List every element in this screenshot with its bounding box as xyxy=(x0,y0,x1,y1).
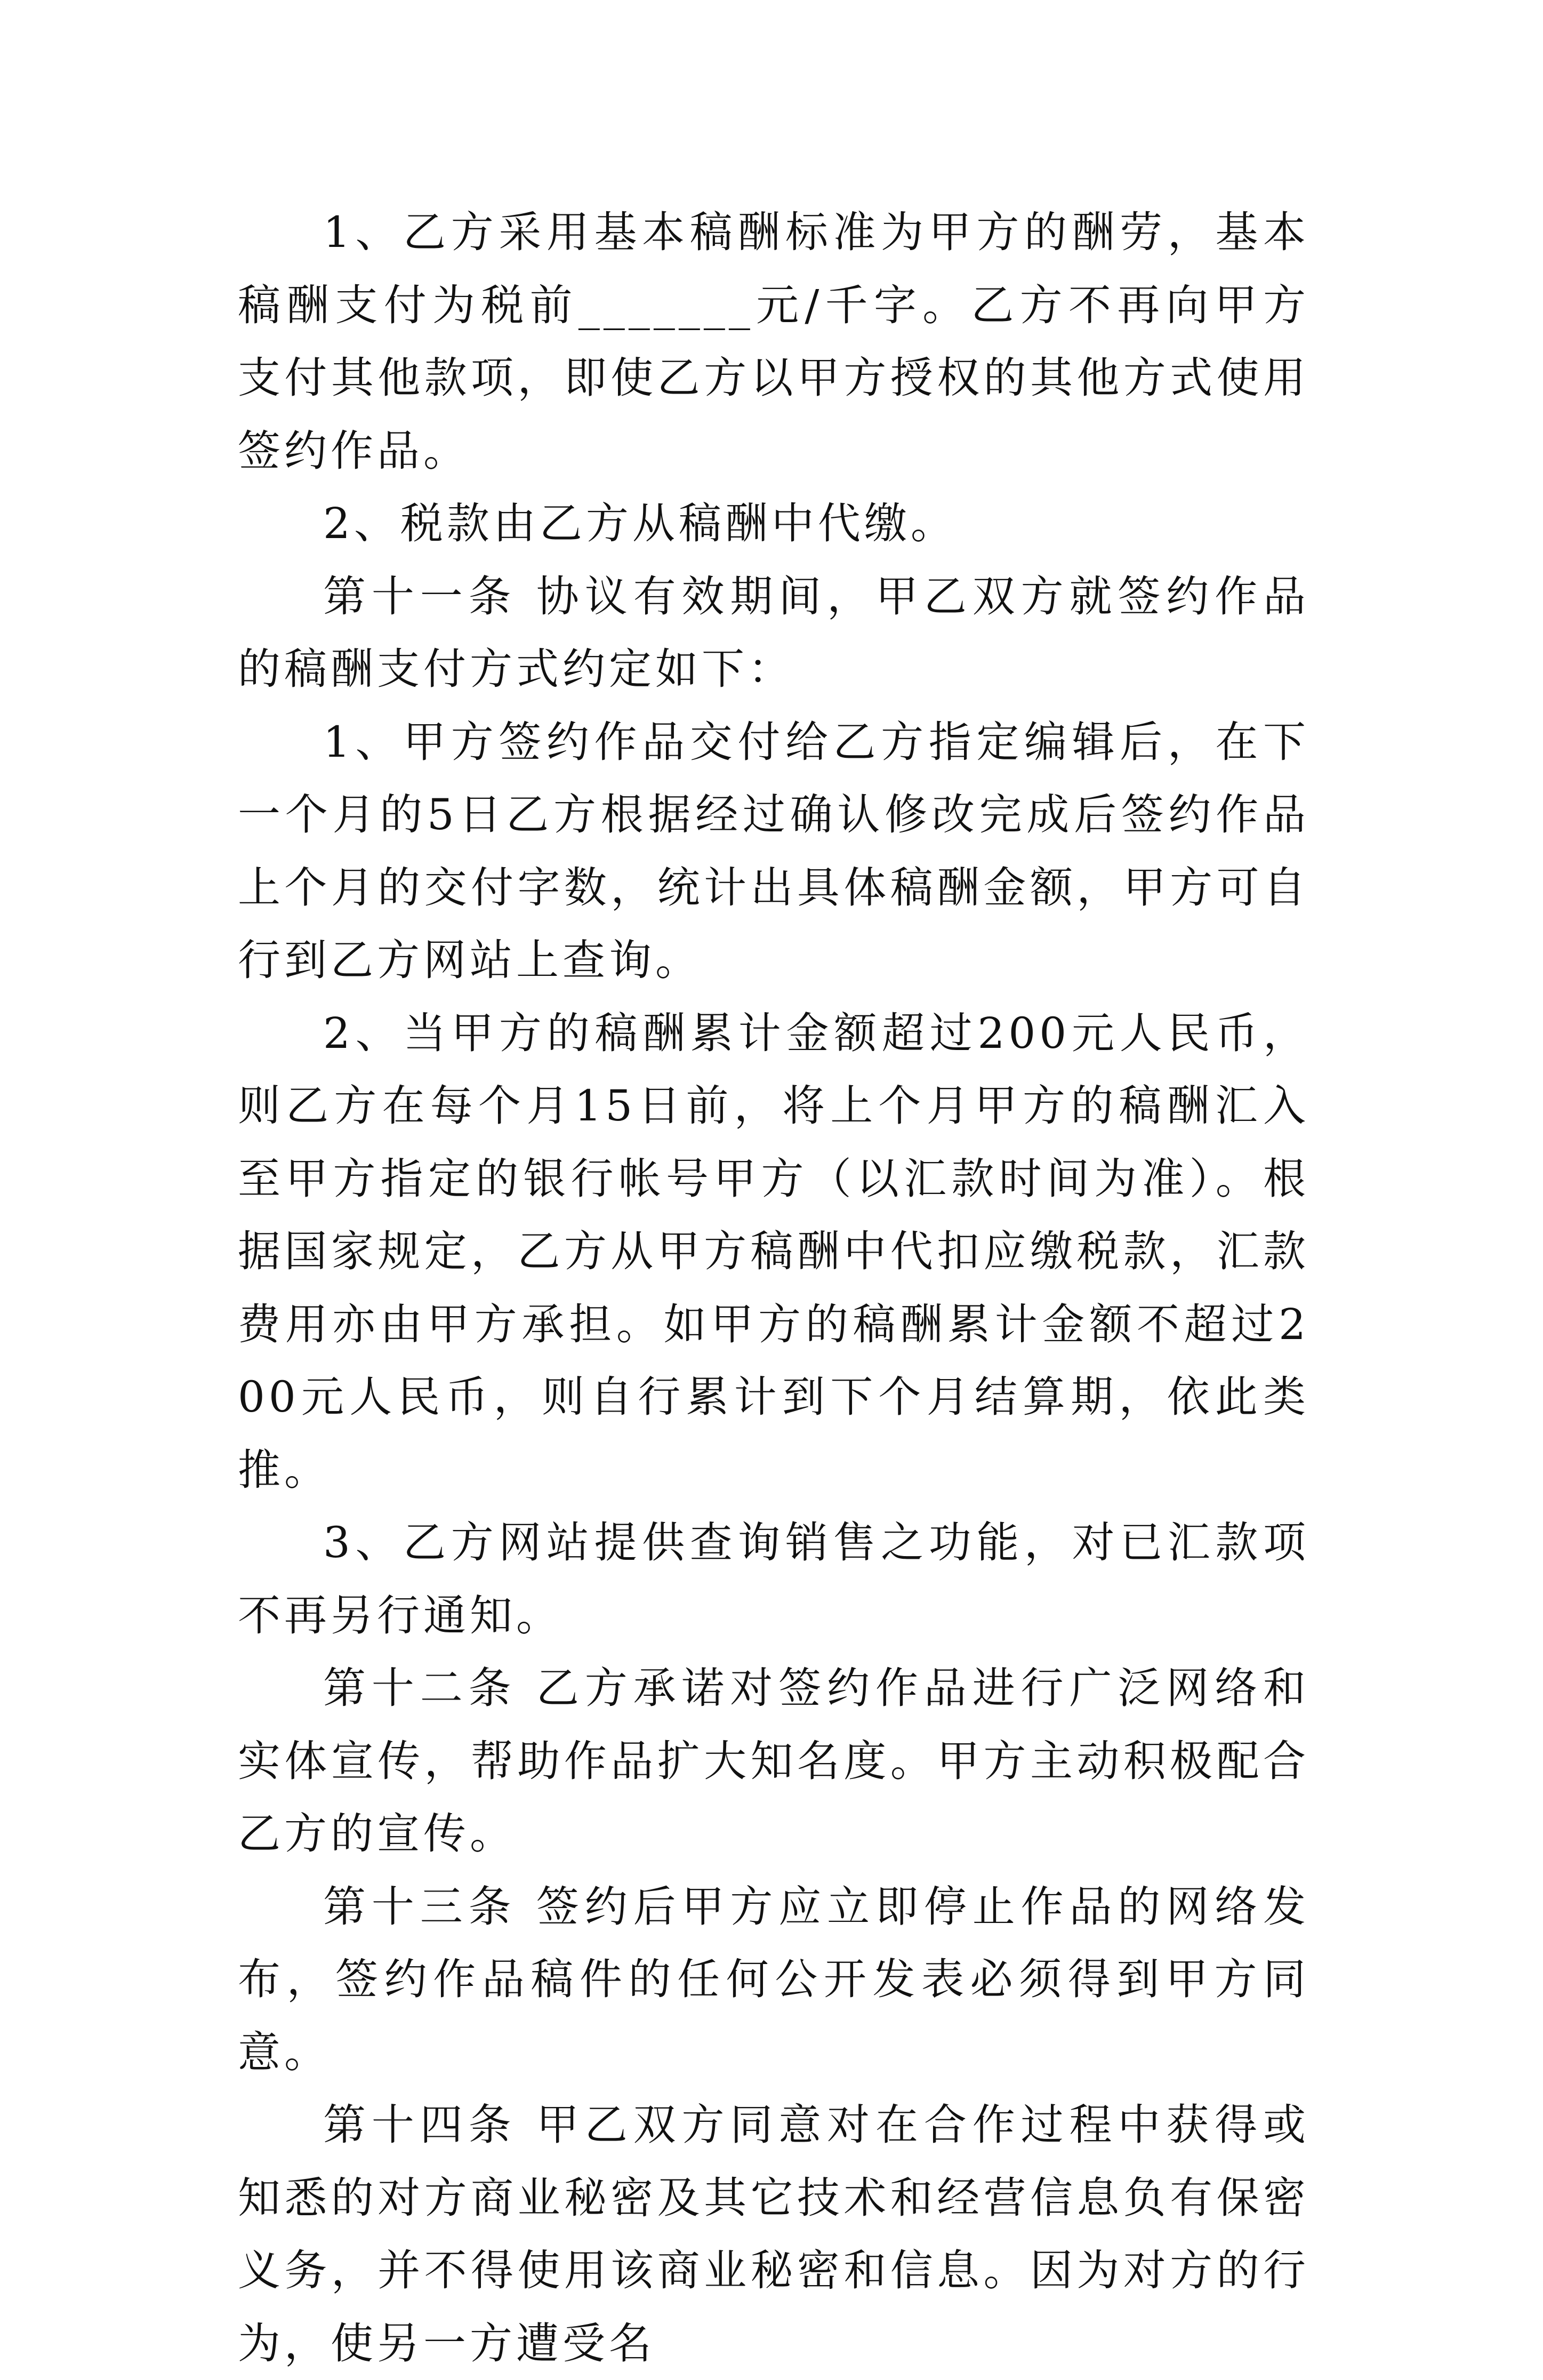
paragraph-article-11: 第十一条 协议有效期间，甲乙双方就签约作品的稿酬支付方式约定如下： xyxy=(238,571,1309,694)
paragraph-delivery-settlement: 1、甲方签约作品交付给乙方指定编辑后，在下一个月的5日乙方根据经过确认修改完成后签约作品上个月的交付字数，统计出具体稿酬金额，甲方可自行到乙方网站上查询。 xyxy=(238,717,1309,985)
paragraph-article-13: 第十三条 签约后甲方应立即停止作品的网络发布，签约作品稿件的任何公开发表必须得到甲方同意。 xyxy=(238,1881,1309,2077)
paragraph-tax-withholding: 2、税款由乙方从稿酬中代缴。 xyxy=(323,499,957,548)
paragraph-remuneration-standard: 1、乙方采用基本稿酬标准为甲方的酬劳，基本稿酬支付为税前_______元/千字。乙方不再向甲方支付其他款项，即使乙方以甲方授权的其他方式使用签约作品。 xyxy=(238,207,1309,476)
paragraph-article-12: 第十二条 乙方承诺对签约作品进行广泛网络和实体宣传，帮助作品扩大知名度。甲方主动积极配合乙方的宣传。 xyxy=(238,1663,1309,1858)
document-body xyxy=(238,196,1309,2380)
paragraph-article-14: 第十四条 甲乙双方同意对在合作过程中获得或知悉的对方商业秘密及其它技术和经营信息负有保密义务，并不得使用该商业秘密和信息。因为对方的行为，使另一方遭受名 xyxy=(238,2100,1309,2368)
paragraph-payment-threshold: 2、当甲方的稿酬累计金额超过200元人民币，则乙方在每个月15日前，将上个月甲方的稿酬汇入至甲方指定的银行帐号甲方（以汇款时间为准）。根据国家规定，乙方从甲方稿酬中代扣应缴税款，汇款费用亦由甲方承担。如甲方的稿酬累计金额不超过200元人民币，则自行累计到下个月结算期，依此类推。 xyxy=(238,1008,1309,1495)
paragraph-sales-query: 3、乙方网站提供查询销售之功能，对已汇款项不再另行通知。 xyxy=(238,1518,1309,1640)
